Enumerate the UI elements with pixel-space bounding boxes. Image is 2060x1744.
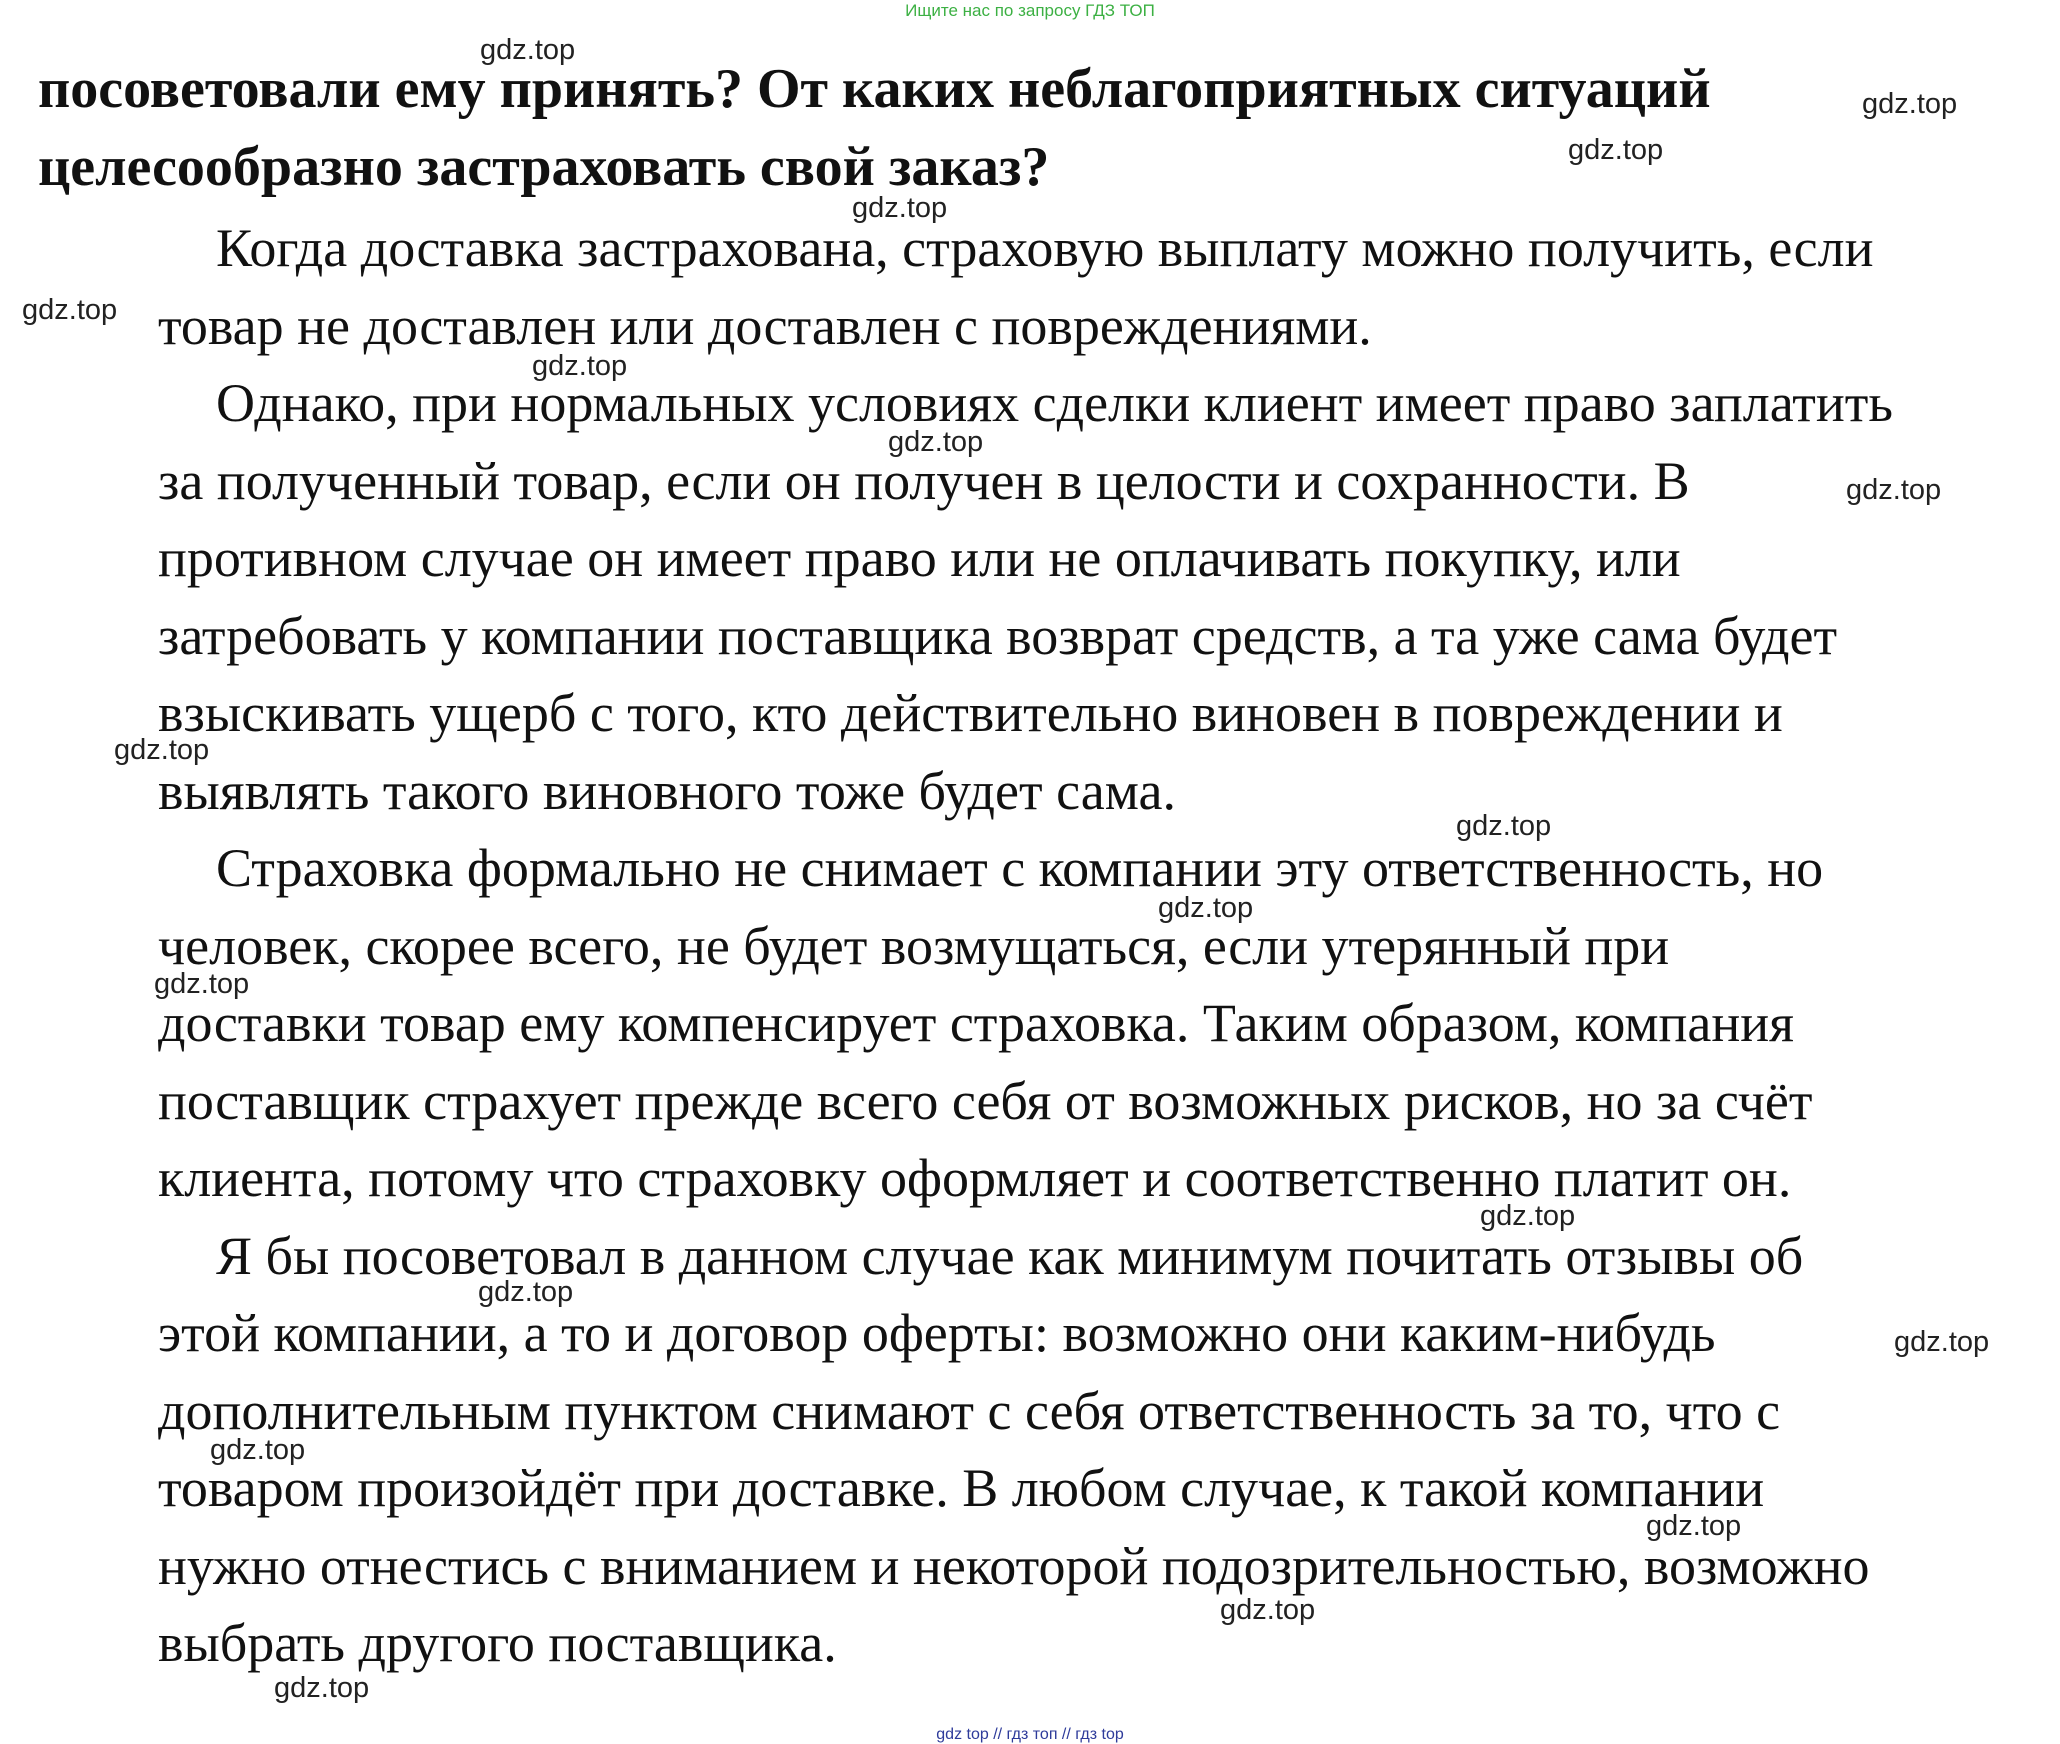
watermark: gdz.top <box>480 34 576 66</box>
watermark: gdz.top <box>154 968 250 1000</box>
paragraph-4-line: Я бы посоветовал в данном случае как минимум почитать отзывы об <box>216 1225 1804 1286</box>
paragraph-2-line: затребовать у компании поставщика возврат средств, а та уже сама будет <box>158 605 1838 666</box>
paragraph-2-line: Однако, при нормальных условиях сделки клиент имеет право заплатить <box>216 373 1894 433</box>
watermark: gdz.top <box>1862 88 1958 120</box>
paragraph-2-line: за полученный товар, если он получен в целости и сохранности. В <box>158 450 1690 511</box>
paragraph-3-line: доставки товар ему компенсирует страховка. Таким образом, компания <box>158 993 1795 1053</box>
paragraph-4-line: этой компании, а то и договор оферты: возможно они каким-нибудь <box>158 1303 1716 1363</box>
watermark: gdz.top <box>1220 1594 1316 1626</box>
watermark: gdz.top <box>114 734 210 766</box>
paragraph-4-line: нужно отнестись с вниманием и некоторой подозрительностью, возможно <box>158 1535 1870 1596</box>
answer-text <box>158 210 2048 1683</box>
watermark: gdz.top <box>274 1672 370 1704</box>
top-banner: Ищите нас по запросу ГДЗ ТОП <box>905 1 1155 20</box>
paragraph-4-line: выбрать другого поставщика. <box>158 1613 837 1673</box>
watermark: gdz.top <box>1646 1510 1742 1542</box>
paragraph-2-line: противном случае он имеет право или не оплачивать покупку, или <box>158 528 1681 588</box>
watermark: gdz.top <box>1158 892 1254 924</box>
heading-line: посоветовали ему принять? От каких неблагоприятных ситуаций <box>38 58 1711 120</box>
paragraph-3-line: клиента, потому что страховку оформляет и соответственно платит он. <box>158 1148 1792 1208</box>
watermark: gdz.top <box>888 426 984 458</box>
watermark: gdz.top <box>22 294 118 326</box>
watermark: gdz.top <box>852 192 948 224</box>
heading-line: целесообразно застраховать свой заказ? <box>38 136 1050 198</box>
watermark: gdz.top <box>210 1434 306 1466</box>
watermark: gdz.top <box>1894 1326 1990 1358</box>
paragraph-3-line: поставщик страхует прежде всего себя от возможных рисков, но за счёт <box>158 1070 1813 1131</box>
paragraph-1-line: товар не доставлен или доставлен с повреждениями. <box>158 295 1372 356</box>
watermark: gdz.top <box>1568 134 1664 166</box>
paragraph-3-line: Страховка формально не снимает с компании эту ответственность, но <box>216 838 1824 898</box>
watermark: gdz.top <box>1480 1200 1576 1232</box>
paragraph-4-line: товаром произойдёт при доставке. В любом случае, к такой компании <box>158 1458 1765 1518</box>
watermark: gdz.top <box>478 1276 574 1308</box>
paragraph-2-line: выявлять такого виновного тоже будет сама. <box>158 760 1176 821</box>
watermark: gdz.top <box>1846 474 1942 506</box>
paragraph-3-line: человек, скорее всего, не будет возмущаться, если утерянный при <box>158 915 1670 976</box>
paragraph-2-line: взыскивать ущерб с того, кто действительно виновен в повреждении и <box>158 683 1783 743</box>
question-heading <box>38 50 1818 206</box>
watermark: gdz.top <box>532 350 628 382</box>
watermark: gdz.top <box>1456 810 1552 842</box>
paragraph-4-line: дополнительным пунктом снимают с себя ответственность за то, что с <box>158 1380 1781 1441</box>
paragraph-1-line: Когда доставка застрахована, страховую выплату можно получить, если <box>216 218 1874 278</box>
footer-watermark: gdz top // гдз топ // гдз top <box>936 1726 1124 1743</box>
